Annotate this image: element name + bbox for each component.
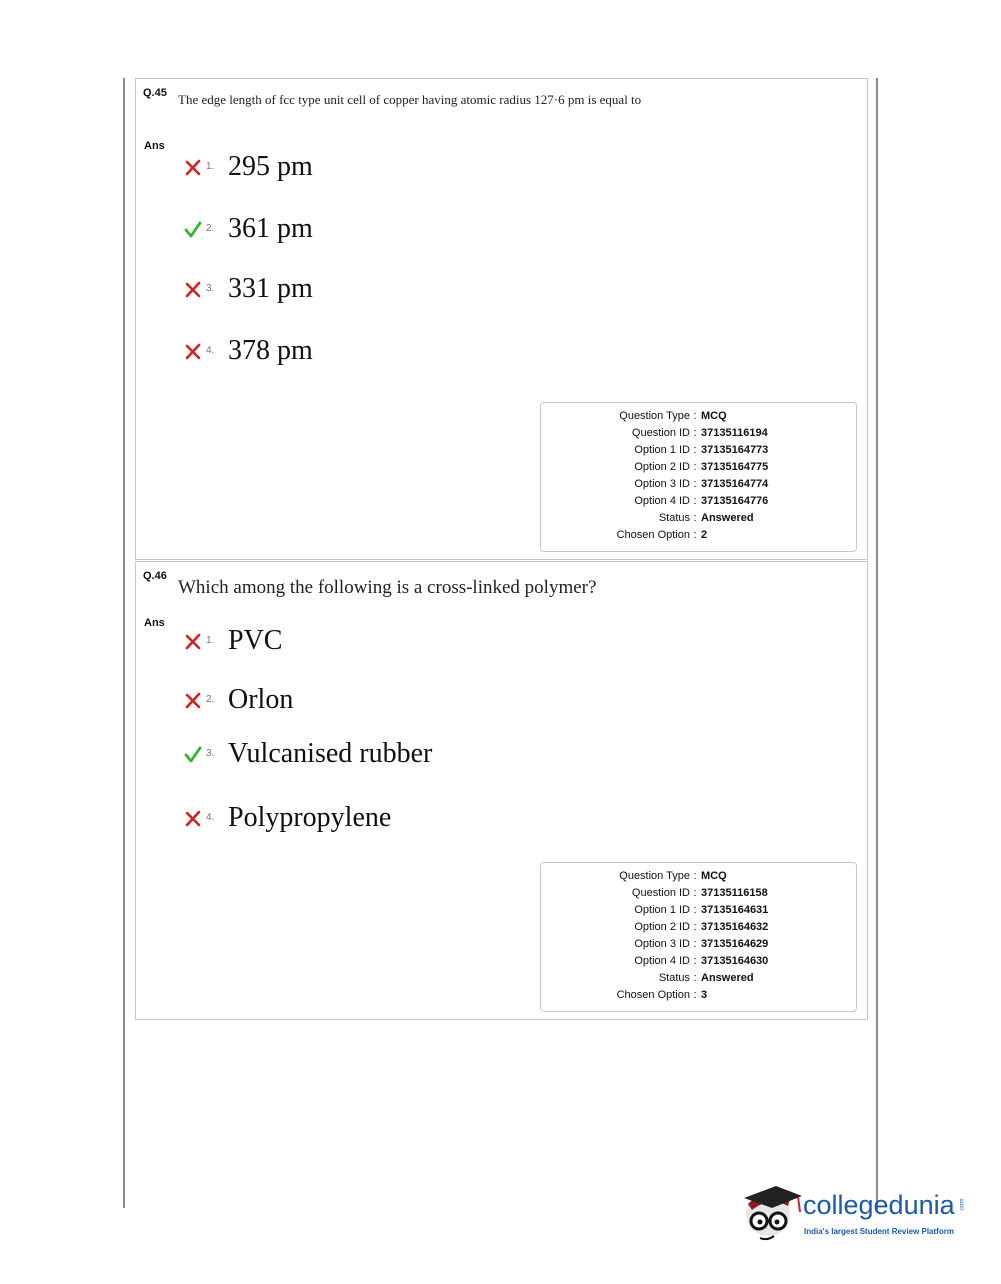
meta-key: Question Type bbox=[619, 410, 690, 422]
meta-separator: : bbox=[693, 495, 697, 507]
question-number: Q.46 bbox=[143, 570, 167, 582]
logo-wordmark: collegedunia bbox=[803, 1190, 955, 1220]
question-meta-panel bbox=[540, 402, 857, 552]
meta-row bbox=[541, 529, 856, 546]
option-number: 2. bbox=[206, 223, 215, 234]
meta-value: 37135164776 bbox=[701, 495, 769, 507]
meta-value: 37135164774 bbox=[701, 478, 769, 490]
option-number: 1. bbox=[206, 635, 215, 646]
question-card-46 bbox=[135, 561, 868, 1020]
meta-row bbox=[541, 989, 856, 1006]
cross-icon bbox=[184, 692, 202, 710]
meta-key: Option 3 ID bbox=[634, 938, 690, 950]
meta-row bbox=[541, 972, 856, 989]
meta-separator: : bbox=[693, 512, 697, 524]
meta-value: 37135164631 bbox=[701, 904, 769, 916]
cross-icon bbox=[184, 343, 202, 361]
meta-row bbox=[541, 512, 856, 529]
option-text: Vulcanised rubber bbox=[228, 738, 433, 769]
option-number: 3. bbox=[206, 748, 215, 759]
cross-icon bbox=[184, 633, 202, 651]
meta-row bbox=[541, 427, 856, 444]
option-text: 378 pm bbox=[228, 335, 313, 366]
logo-domain-suffix: .com bbox=[959, 1198, 966, 1212]
meta-row bbox=[541, 478, 856, 495]
mascot-icon bbox=[742, 1180, 804, 1245]
meta-value: 37135164773 bbox=[701, 444, 769, 456]
meta-separator: : bbox=[693, 444, 697, 456]
question-card-45 bbox=[135, 78, 868, 560]
meta-key: Option 1 ID bbox=[634, 904, 690, 916]
meta-value: Answered bbox=[701, 972, 754, 984]
meta-key: Option 3 ID bbox=[634, 478, 690, 490]
meta-row bbox=[541, 938, 856, 955]
meta-separator: : bbox=[693, 938, 697, 950]
answer-label: Ans bbox=[144, 617, 165, 629]
meta-value: 2 bbox=[701, 529, 708, 541]
meta-value: 37135116158 bbox=[701, 887, 768, 899]
meta-separator: : bbox=[693, 870, 697, 882]
meta-key: Option 2 ID bbox=[634, 461, 690, 473]
option-text: PVC bbox=[228, 625, 283, 656]
meta-value: MCQ bbox=[701, 870, 727, 882]
meta-key: Option 4 ID bbox=[634, 495, 690, 507]
meta-row bbox=[541, 495, 856, 512]
meta-key: Chosen Option bbox=[616, 989, 690, 1001]
option-text: Polypropylene bbox=[228, 802, 392, 833]
meta-key: Question Type bbox=[619, 870, 690, 882]
question-meta-panel bbox=[540, 862, 857, 1012]
meta-separator: : bbox=[693, 529, 697, 541]
meta-key: Question ID bbox=[631, 427, 690, 439]
meta-key: Chosen Option bbox=[616, 529, 690, 541]
question-number: Q.45 bbox=[143, 87, 167, 99]
option-text: 361 pm bbox=[228, 213, 313, 244]
meta-row bbox=[541, 955, 856, 972]
logo-tagline: India's largest Student Review Platform bbox=[804, 1227, 954, 1236]
option-text: Orlon bbox=[228, 684, 294, 715]
option-number: 4. bbox=[206, 345, 215, 356]
meta-separator: : bbox=[693, 427, 697, 439]
meta-value: Answered bbox=[701, 512, 754, 524]
meta-key: Option 4 ID bbox=[634, 955, 690, 967]
meta-value: 37135164629 bbox=[701, 938, 769, 950]
meta-separator: : bbox=[693, 921, 697, 933]
page-left-rule bbox=[123, 78, 125, 1208]
option-number: 4. bbox=[206, 812, 215, 823]
meta-separator: : bbox=[693, 904, 697, 916]
meta-separator: : bbox=[693, 887, 697, 899]
meta-separator: : bbox=[693, 478, 697, 490]
meta-row bbox=[541, 904, 856, 921]
cross-icon bbox=[184, 159, 202, 177]
meta-row bbox=[541, 410, 856, 427]
meta-separator: : bbox=[693, 972, 697, 984]
option-number: 3. bbox=[206, 283, 215, 294]
check-icon bbox=[184, 746, 202, 764]
meta-key: Option 2 ID bbox=[634, 921, 690, 933]
answer-label: Ans bbox=[144, 140, 165, 152]
meta-separator: : bbox=[693, 955, 697, 967]
check-icon bbox=[184, 221, 202, 239]
meta-value: 3 bbox=[701, 989, 708, 1001]
cross-icon bbox=[184, 810, 202, 828]
option-text: 295 pm bbox=[228, 151, 313, 182]
meta-value: 37135164632 bbox=[701, 921, 769, 933]
option-number: 1. bbox=[206, 161, 215, 172]
meta-value: MCQ bbox=[701, 410, 727, 422]
meta-value: 37135116194 bbox=[701, 427, 768, 439]
meta-separator: : bbox=[693, 410, 697, 422]
meta-key: Question ID bbox=[631, 887, 690, 899]
meta-key: Status bbox=[658, 972, 690, 984]
meta-row bbox=[541, 461, 856, 478]
question-text: Which among the following is a cross-linked polymer? bbox=[178, 577, 597, 598]
question-text: The edge length of fcc type unit cell of copper having atomic radius 127·6 pm is equal to bbox=[178, 92, 642, 107]
meta-row bbox=[541, 444, 856, 461]
meta-row bbox=[541, 870, 856, 887]
option-number: 2. bbox=[206, 694, 215, 705]
option-text: 331 pm bbox=[228, 273, 313, 304]
meta-row bbox=[541, 921, 856, 938]
meta-value: 37135164775 bbox=[701, 461, 769, 473]
cross-icon bbox=[184, 281, 202, 299]
collegedunia-logo bbox=[742, 1180, 972, 1245]
meta-row bbox=[541, 887, 856, 904]
meta-key: Option 1 ID bbox=[634, 444, 690, 456]
meta-separator: : bbox=[693, 461, 697, 473]
meta-separator: : bbox=[693, 989, 697, 1001]
page-right-rule bbox=[876, 78, 878, 1210]
meta-value: 37135164630 bbox=[701, 955, 769, 967]
meta-key: Status bbox=[658, 512, 690, 524]
